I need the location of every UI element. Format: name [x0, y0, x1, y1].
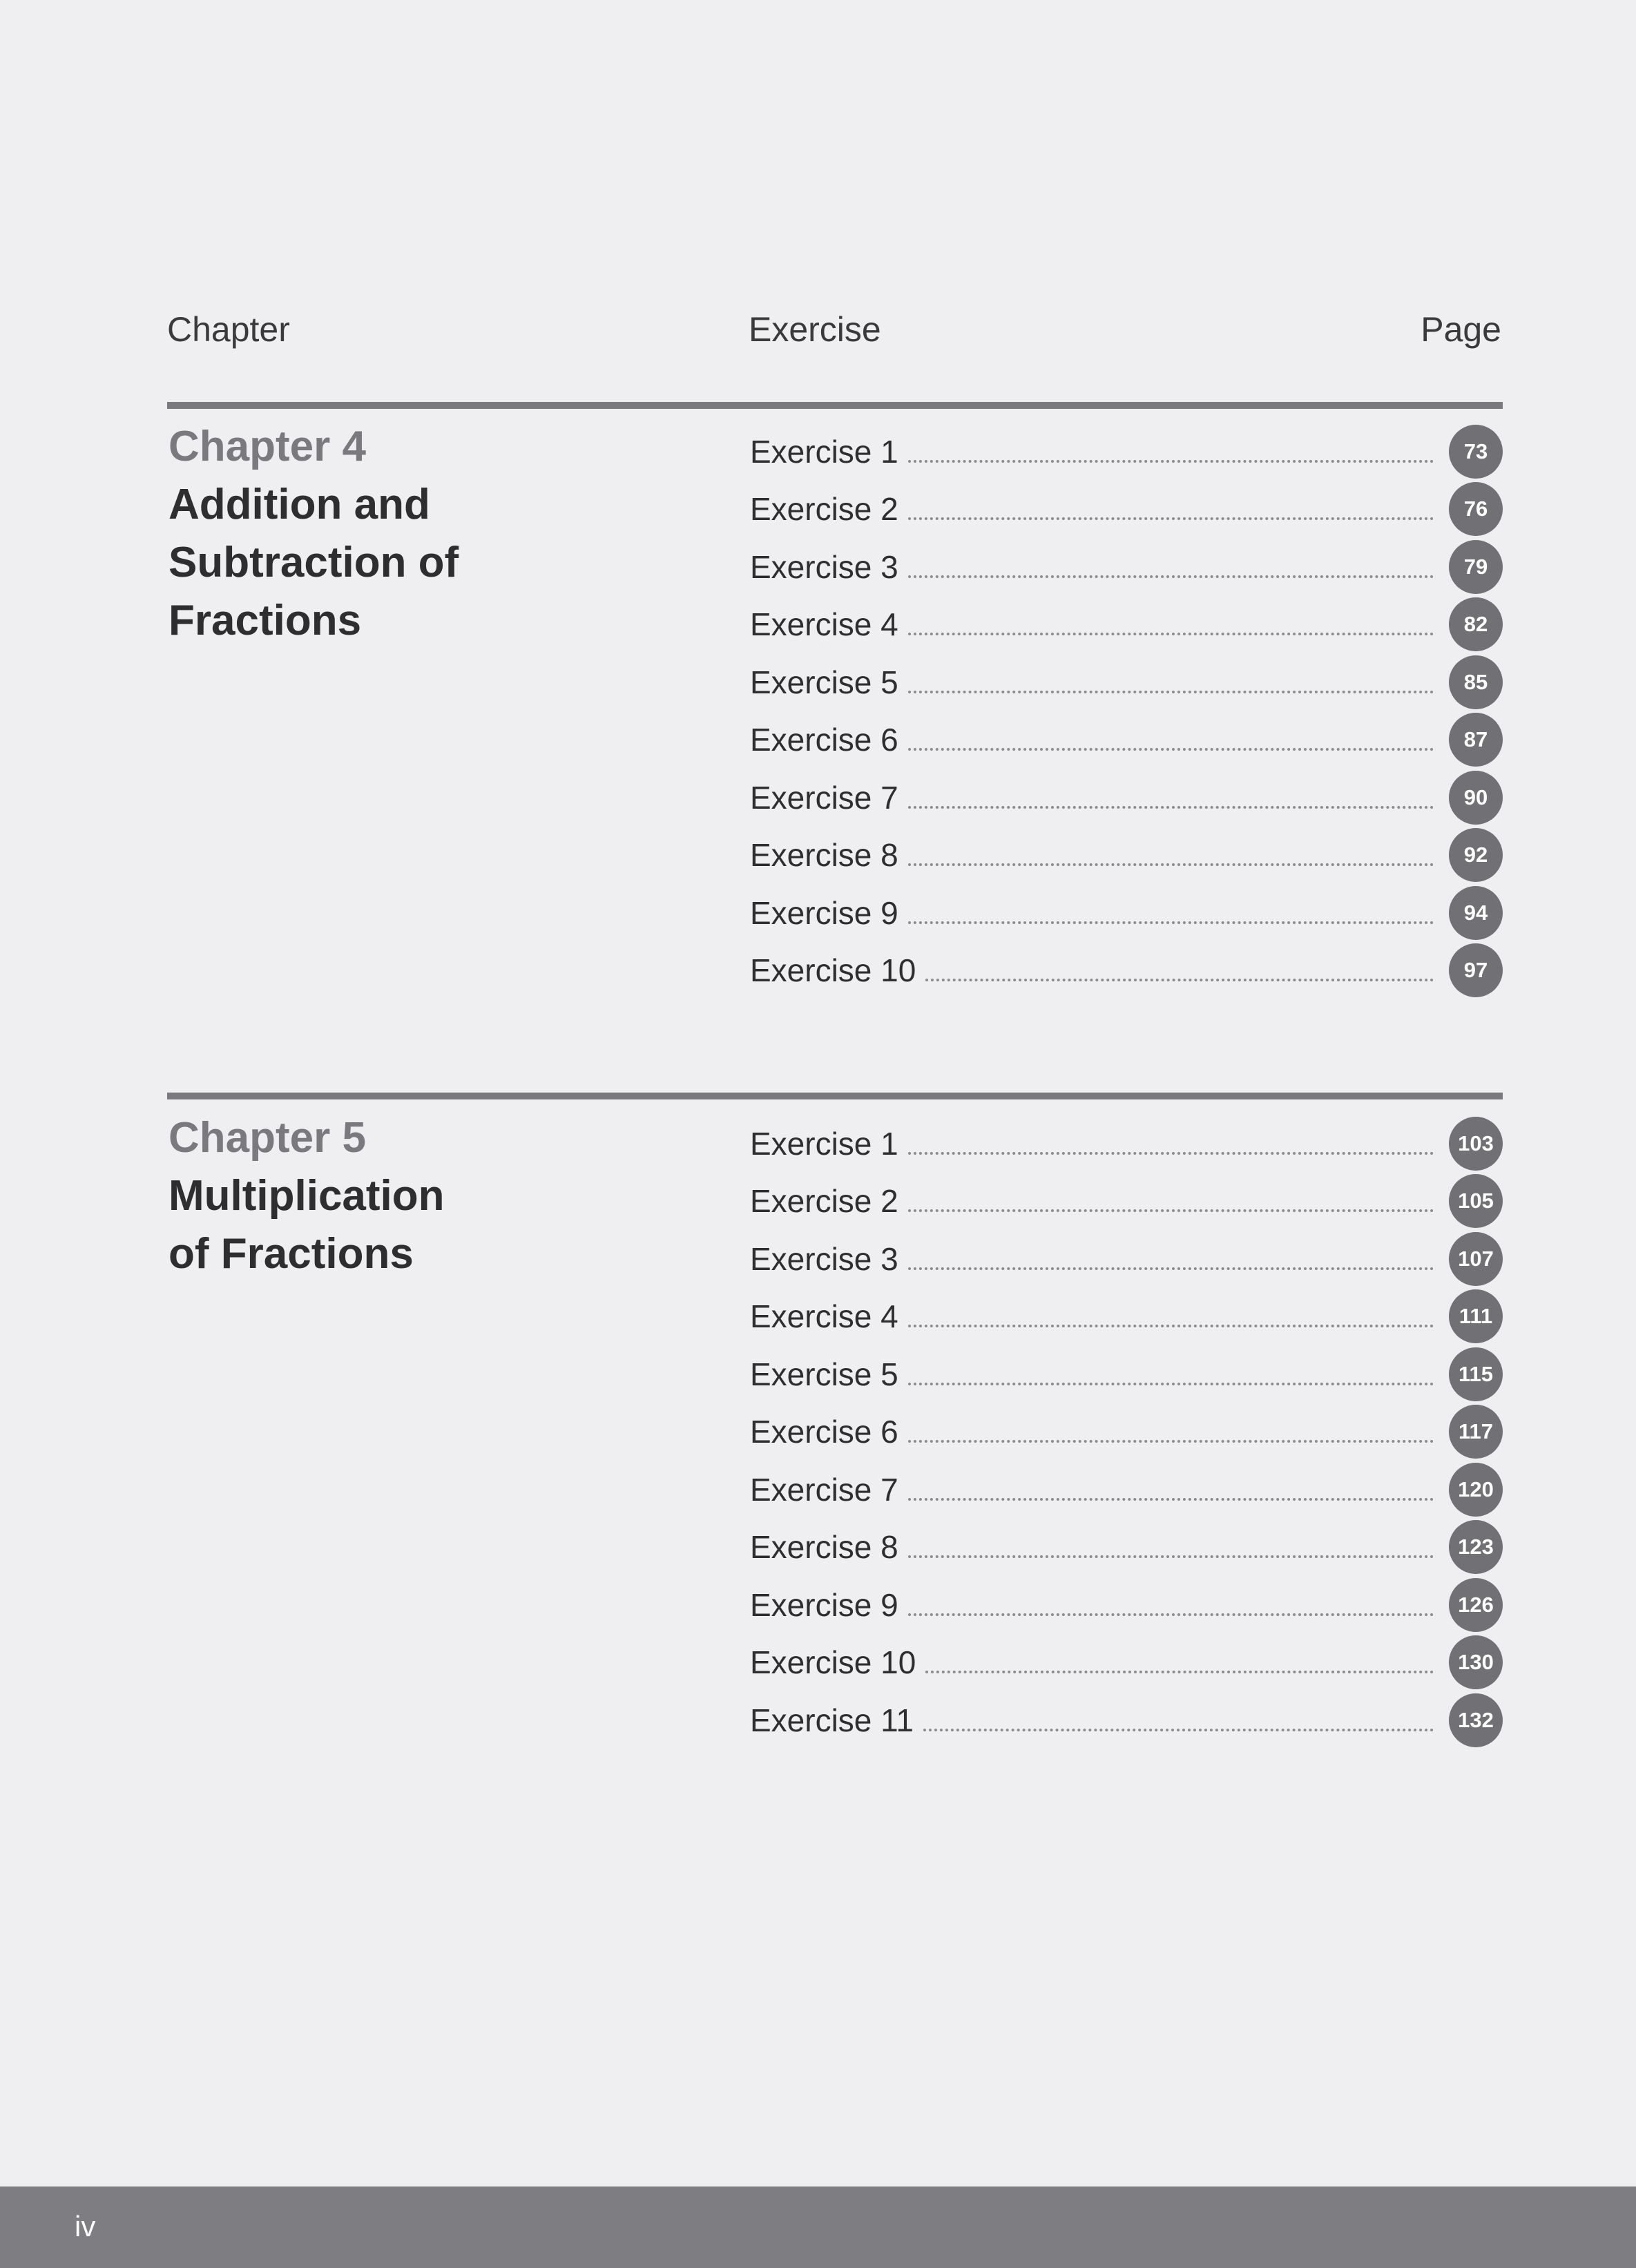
exercise-row: [750, 1519, 1503, 1577]
section-divider: [167, 1093, 1503, 1099]
page-number-badge: 107: [1449, 1232, 1503, 1286]
dot-leader: [908, 921, 1434, 924]
dot-leader: [908, 1325, 1434, 1327]
exercise-row: [750, 711, 1503, 769]
page-number-badge: 82: [1449, 597, 1503, 651]
chapter-title-line: Multiplication: [169, 1172, 445, 1220]
chapter-number: Chapter 5: [169, 1114, 366, 1162]
dot-leader: [925, 1671, 1434, 1673]
dot-leader: [908, 575, 1434, 578]
header-chapter: Chapter: [167, 310, 290, 349]
page-number-badge: 111: [1449, 1289, 1503, 1343]
page-number-badge: 85: [1449, 655, 1503, 709]
chapter-4-exercise-list: [750, 423, 1503, 999]
exercise-label: Exercise 5: [750, 1356, 898, 1392]
exercise-label: Exercise 6: [750, 1414, 898, 1450]
exercise-row: [750, 653, 1503, 711]
chapter-4-title: [169, 418, 459, 650]
chapter-title-line: Addition and: [169, 481, 430, 528]
dot-leader: [908, 1209, 1434, 1212]
exercise-label: Exercise 5: [750, 664, 898, 700]
exercise-row: [750, 1461, 1503, 1519]
exercise-label: Exercise 9: [750, 1586, 898, 1623]
page-number-badge: 90: [1449, 771, 1503, 825]
dot-leader: [908, 1555, 1434, 1558]
dot-leader: [908, 460, 1434, 463]
exercise-row: [750, 884, 1503, 942]
header-exercise: Exercise: [749, 310, 881, 349]
exercise-row: [750, 423, 1503, 481]
dot-leader: [908, 1383, 1434, 1385]
page-number: iv: [75, 2210, 96, 2242]
exercise-row: [750, 538, 1503, 596]
exercise-label: Exercise 1: [750, 1125, 898, 1162]
exercise-row: [750, 769, 1503, 827]
exercise-label: Exercise 10: [750, 952, 916, 989]
dot-leader: [908, 633, 1434, 635]
page-number-badge: 92: [1449, 828, 1503, 882]
exercise-label: Exercise 11: [750, 1702, 914, 1738]
exercise-label: Exercise 4: [750, 1298, 898, 1335]
exercise-label: Exercise 6: [750, 722, 898, 758]
page-number-badge: 76: [1449, 482, 1503, 536]
dot-leader: [908, 1440, 1434, 1443]
page-number-badge: 94: [1449, 886, 1503, 940]
exercise-row: [750, 1634, 1503, 1692]
page-number-badge: 117: [1449, 1405, 1503, 1459]
exercise-row: [750, 1403, 1503, 1461]
page-number-badge: 105: [1449, 1174, 1503, 1228]
section-divider: [167, 402, 1503, 409]
page-number-badge: 130: [1449, 1635, 1503, 1689]
exercise-row: [750, 1230, 1503, 1288]
chapter-title-line: Fractions: [169, 597, 362, 644]
exercise-label: Exercise 7: [750, 779, 898, 816]
page-number-badge: 126: [1449, 1578, 1503, 1632]
chapter-title-line: of Fractions: [169, 1230, 414, 1278]
exercise-label: Exercise 10: [750, 1644, 916, 1681]
exercise-row: [750, 827, 1503, 885]
footer-bar: [0, 2187, 1636, 2268]
exercise-row: [750, 1288, 1503, 1346]
exercise-label: Exercise 7: [750, 1471, 898, 1508]
page-number-badge: 120: [1449, 1463, 1503, 1517]
exercise-label: Exercise 2: [750, 491, 898, 528]
page-number-badge: 132: [1449, 1693, 1503, 1747]
chapter-title-line: Subtraction of: [169, 539, 459, 586]
exercise-label: Exercise 8: [750, 837, 898, 874]
exercise-row: [750, 1691, 1503, 1749]
exercise-row: [750, 942, 1503, 1000]
exercise-label: Exercise 9: [750, 894, 898, 931]
chapter-5-exercise-list: [750, 1115, 1503, 1749]
dot-leader: [908, 748, 1434, 751]
page-number-badge: 87: [1449, 713, 1503, 767]
exercise-label: Exercise 1: [750, 433, 898, 470]
chapter-number: Chapter 4: [169, 423, 366, 470]
table-header: [167, 309, 1501, 358]
dot-leader: [908, 1498, 1434, 1501]
dot-leader: [908, 1613, 1434, 1616]
exercise-row: [750, 1173, 1503, 1231]
exercise-row: [750, 596, 1503, 654]
exercise-label: Exercise 4: [750, 606, 898, 643]
dot-leader: [908, 863, 1434, 866]
dot-leader: [908, 1267, 1434, 1270]
exercise-label: Exercise 2: [750, 1183, 898, 1220]
dot-leader: [908, 691, 1434, 693]
page-number-badge: 123: [1449, 1520, 1503, 1574]
page-number-badge: 73: [1449, 425, 1503, 479]
page-number-badge: 103: [1449, 1117, 1503, 1171]
page-number-badge: 97: [1449, 943, 1503, 997]
exercise-label: Exercise 3: [750, 548, 898, 585]
exercise-label: Exercise 8: [750, 1529, 898, 1566]
exercise-row: [750, 1345, 1503, 1403]
chapter-5-title: [169, 1109, 445, 1283]
dot-leader: [925, 979, 1434, 981]
dot-leader: [908, 517, 1434, 520]
page-number-badge: 79: [1449, 540, 1503, 594]
exercise-label: Exercise 3: [750, 1240, 898, 1277]
header-page: Page: [1421, 310, 1501, 349]
dot-leader: [923, 1729, 1434, 1731]
dot-leader: [908, 1152, 1434, 1155]
exercise-row: [750, 1115, 1503, 1173]
exercise-row: [750, 481, 1503, 539]
page-number-badge: 115: [1449, 1347, 1503, 1401]
exercise-row: [750, 1576, 1503, 1634]
dot-leader: [908, 806, 1434, 809]
